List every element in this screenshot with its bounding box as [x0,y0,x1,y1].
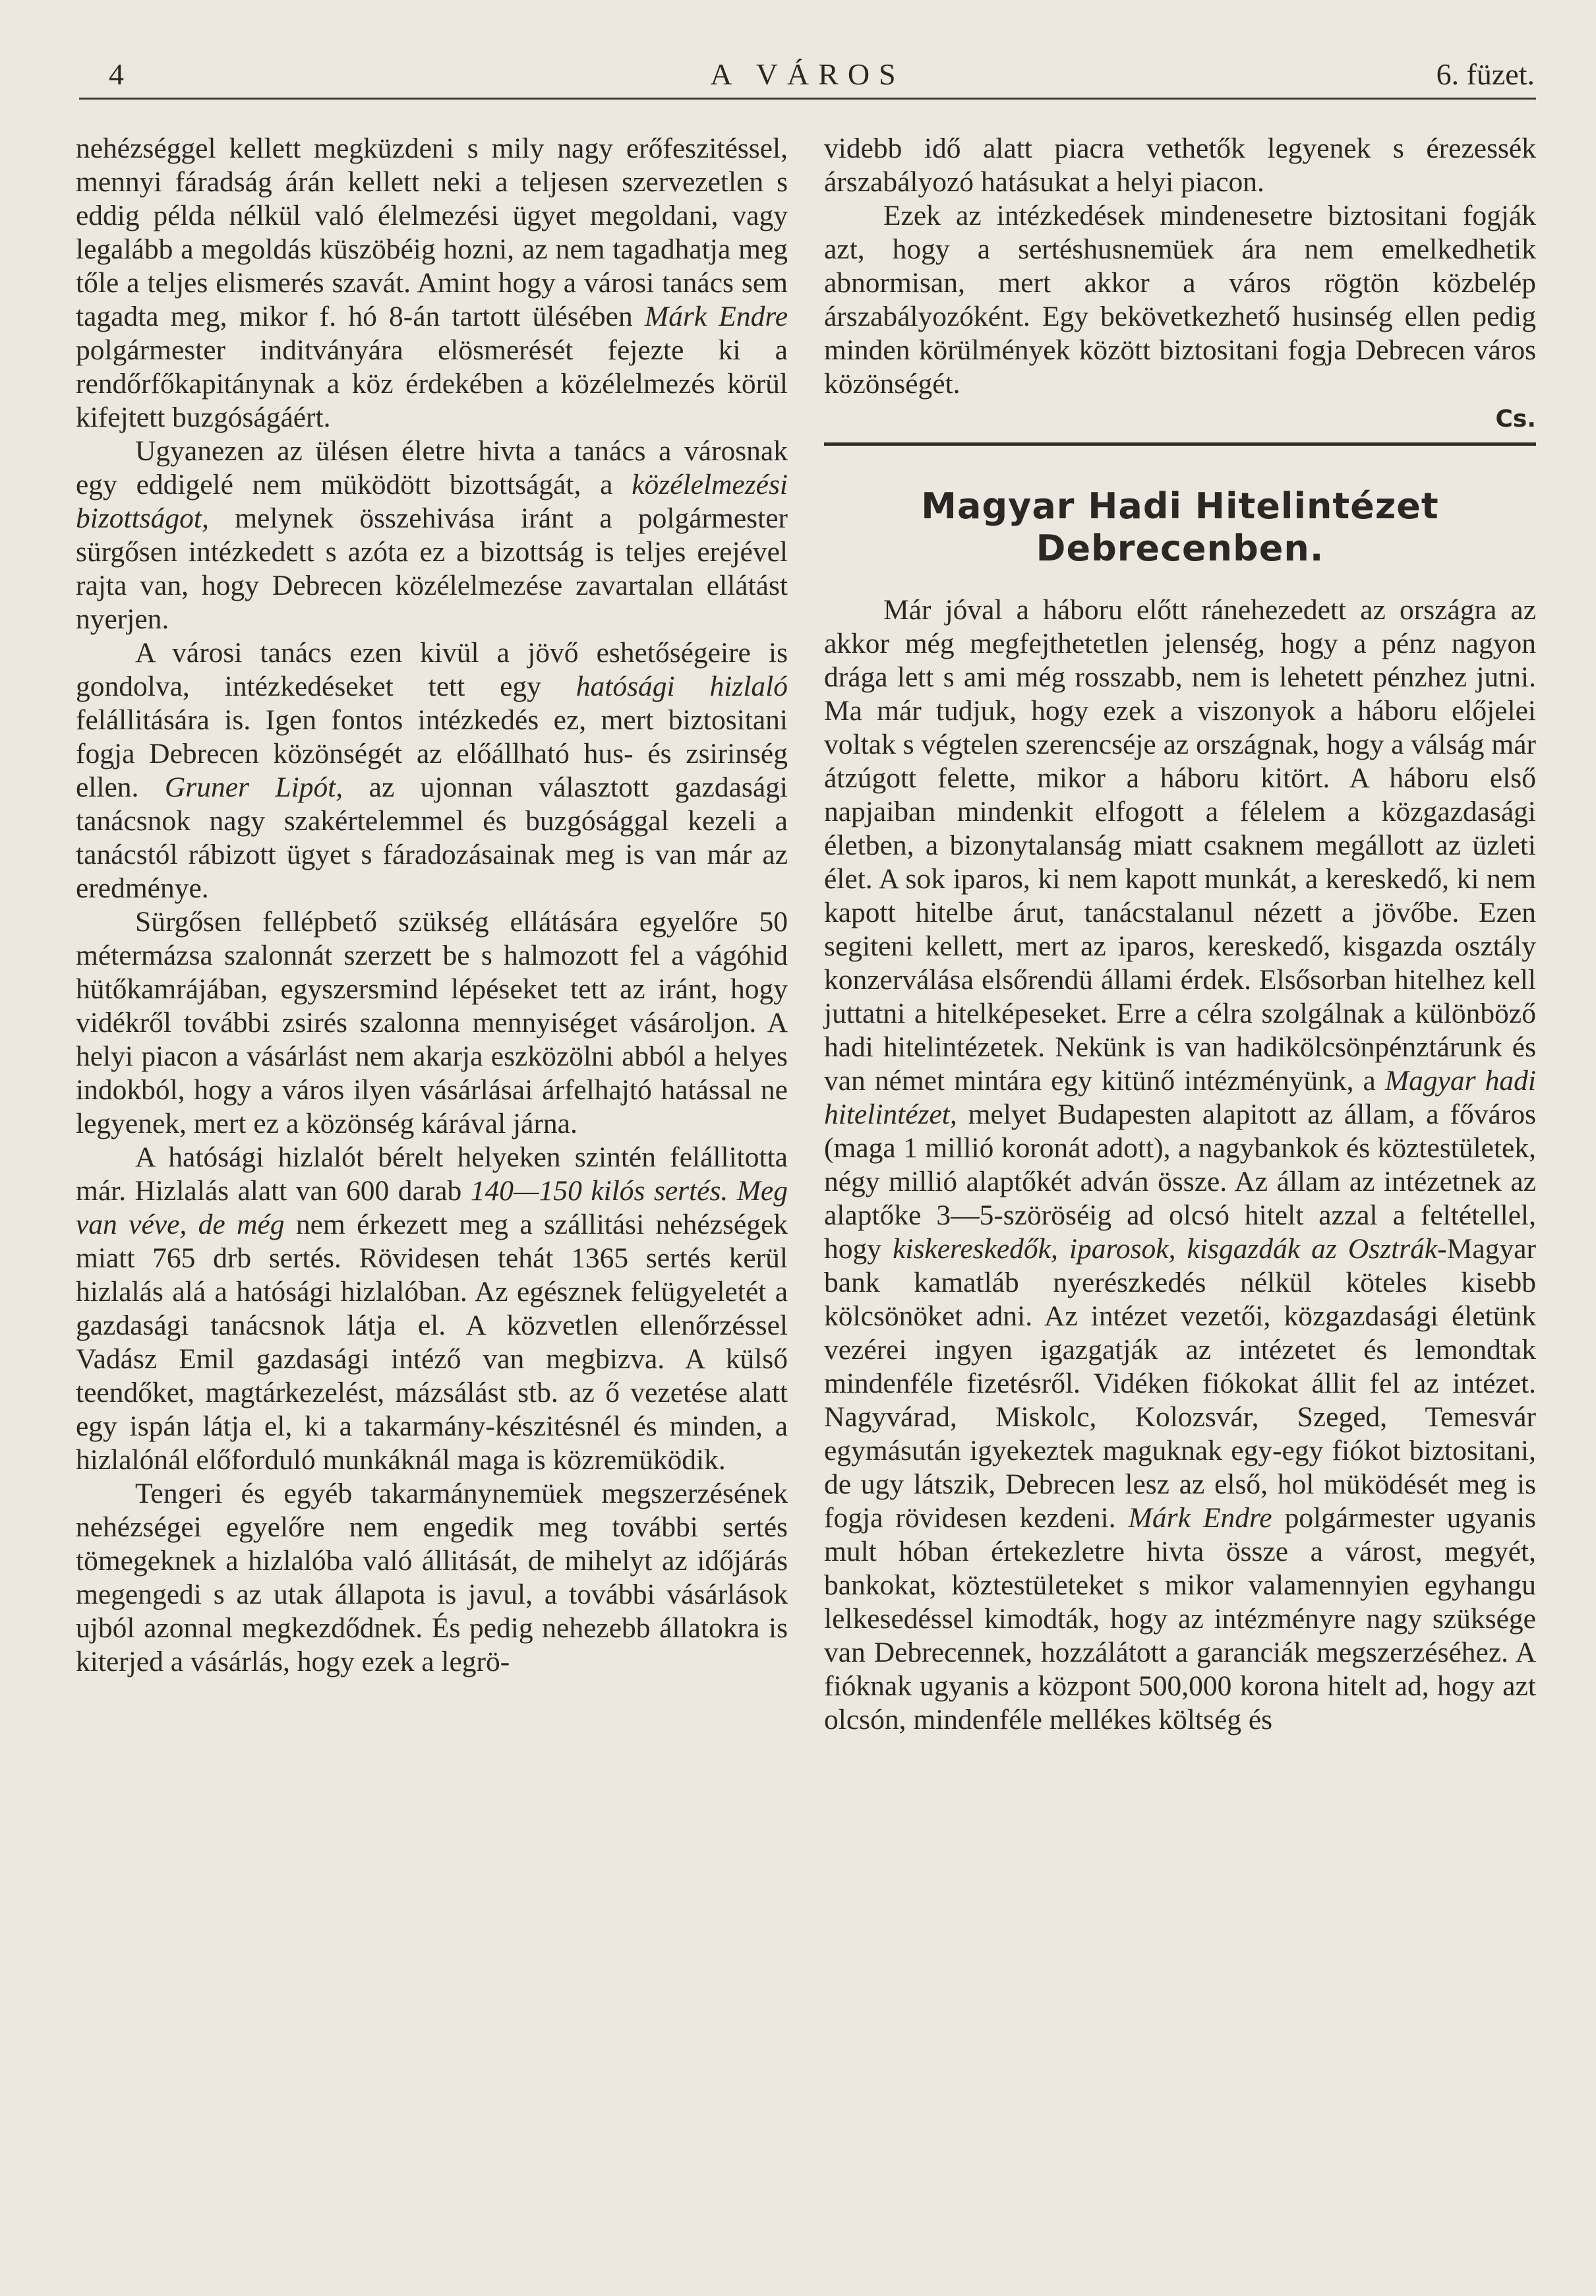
article-heading-line-2: Debrecenben. [1036,528,1324,569]
italic-run: kiskereskedők, iparosok, kisgazdák az Osztrák- [893,1233,1447,1265]
text-run: Ezek az intézkedések mindenesetre biztositani fogják azt, hogy a sertéshusnemüek ára nem emelkedhetik abnormisan, mert akkor a város rögtön közbelép árszabályozóként. Egy bekövetkezhető husinség ellen pedig minden körülmények között biztositani fogja Debrecen város közönségét. [824,200,1536,400]
right-column [824,132,1536,1737]
paragraph [76,905,788,1141]
article-heading-line-1: Magyar Hadi Hitelintézet [921,485,1439,527]
running-header [79,51,1536,100]
journal-title: A VÁROS [710,57,905,91]
text-run: nem érkezett meg a szállitási nehézségek miatt 765 drb sertés. Rövidesen tehát 1365 sertés kerül hizlalás alá a hatósági hizlalóban. Az egésznek felügyeletét a gazdasági tanácsnok látja el. A közvetlen ellenőrzéssel Vadász Emil gazdasági intéző van megbizva. A külső teendőket, magtárkezelést, mázsálást stb. az ő vezetése alatt egy ispán látja el, ki a takarmány-készitésnél és minden, a hizlalónál előforduló munkáknál maga is közremüködik. [76,1209,788,1476]
right-column-top [824,132,1536,401]
issue-number: 6. füzet. [1436,57,1535,91]
text-run: az ujonnan választott gazdasági tanácsnok nagy szakértelemmel és buzgósággal kezeli a tanácstól rábizott ügyet s fáradozásainak meg is van már az eredménye. [76,771,788,904]
right-column-bottom [824,593,1536,1737]
text-run: Már jóval a háboru előtt ránehezedett az országra az akkor még megfejthetetlen jelenség, hogy a pénz nagyon drága lett s ami még rosszabb, nem is lehetett pénzhez jutni. Ma már tudjuk, hogy ezek a viszonyok a háboru előjelei voltak s végtelen szerencséje az országnak, hogy a válság már átzúgott felette, mikor a háboru kitört. A háboru első napjaiban mindenkit elfogott a félelem a közgazdasági életben, a bizonytalanság miatt csaknem megállott az üzleti élet. A sok iparos, ki nem kapott munkát, a kereskedő, ki nem kapott hitelbe árut, tanácstalanul nézett a jövőbe. Ezen segiteni kellett, mert az iparos, kereskedő, kisgazda osztály konzerválása elsőrendü állami érdek. Elsősorban hitelhez kell juttatni a hitelképeseket. Erre a célra szolgálnak a különböző hadi hitelintézetek. Nekünk is van hadikölcsönpénztárunk és van német mintára egy kitünő intézményünk, a [824,594,1536,1097]
paragraph [824,132,1536,199]
italic-run: Márk Endre [1128,1502,1272,1534]
text-run: polgármester ugyanis mult hóban értekezletre hivta össze a várost, megyét, bankokat, köztestületeket s mikor valamennyien egyhangu lelkesedéssel kimodták, hogy az intézményre nagy szüksége van Debrecennek, hozzálátott a garanciák megszerzéséhez. A fióknak ugyanis a központ 500,000 korona hitelt ad, hogy azt olcsón, mindenféle mellékes költség és [824,1502,1536,1736]
text-run: Magyar bank kamatláb nyerészkedés nélkül köteles kisebb kölcsönöket adni. Az intézet vezetői, közgazdasági életünk vezérei ingyen igazgatják az intézetet és lemondtak mindenféle fizetésről. Vidéken fiókokat állit fel az intézet. Nagyvárad, Miskolc, Kolozsvár, Szeged, Temesvár egymásután igyekeztek maguknak egy-egy fiókot biztositani, de ugy látszik, Debrecen lesz az első, hol müködését meg is fogja rövidesen kezdeni. [824,1233,1537,1534]
text-run: polgármester inditványára elösmerését fejezte ki a rendőrfőkapitánynak a köz érdekében a közélelmezés körül kifejtett buzgóságáért. [76,334,788,433]
text-run: melyet Budapesten alapitott az állam, a főváros (maga 1 millió koronát adott), a nagybankok és köztestületek, négy millió alaptőkét adván össze. Az állam az intézetnek az alaptőke 3—5-szöröséig ad olcsó hitelt azzal a feltétellel, hogy [824,1099,1536,1265]
text-run: videbb idő alatt piacra vethetők legyenek s érezessék árszabályozó hatásukat a helyi piacon. [824,133,1536,198]
paragraph [76,1477,788,1679]
text-run: Tengeri és egyéb takarmánynemüek megszerzésének nehézségei egyelőre nem engedik meg további sertés tömegeknek a hizlalóba való állitását, de mihelyt az időjárás megengedi s az utak állapota is javul, a további vásárlások ujból azonnal megkezdődnek. És pedig nehezebb állatokra is kiterjed a vásárlás, hogy ezek a legrö- [76,1478,788,1677]
italic-run: Magyar hadi hitelintézet, [824,1065,1536,1130]
paragraph [76,132,788,435]
paragraph [824,199,1536,401]
author-signature: Cs. [1495,406,1536,433]
left-column [76,132,788,1679]
text-run: A városi tanács ezen kivül a jövő eshetőségeire is gondolva, intézkedéseket tett egy [76,637,788,702]
text-run: A hatósági hizlalót bérelt helyeken szintén felállitotta már. Hizlalás alatt van 600 darab [76,1141,788,1207]
italic-run: 140—150 kilós sertés. Meg van véve, de még [76,1175,788,1240]
section-divider [824,442,1536,446]
text-run: melynek összehivása iránt a polgármester sürgősen intézkedett s azóta ez a bizottság is teljes erejével rajta van, hogy Debrecen közélelmezése zavartalan ellátást nyerjen. [76,502,788,635]
italic-run: hatósági hizlaló [576,671,788,702]
page-number: 4 [109,57,124,91]
paragraph [76,1141,788,1477]
italic-run: közélelmezési bizottságot, [76,469,788,534]
paragraph [824,593,1536,1737]
article-heading [824,485,1536,570]
text-run: nehézséggel kellett megküzdeni s mily nagy erőfeszitéssel, mennyi fáradság árán kellett neki a teljesen szervezetlen s eddig példa nélkül való élelmezési ügyet megoldani, vagy legalább a megoldás küszöbéig hozni, az nem tagadhatja meg tőle a teljes elismerés szavát. Amint hogy a városi tanács sem tagadta meg, mikor f. hó 8-án tartott ülésében [76,133,788,332]
italic-run: Márk Endre [644,301,788,332]
text-run: felállitására is. Igen fontos intézkedés ez, mert biztositani fogja Debrecen közönségét az előállható hus- és zsirinség ellen. [76,704,788,803]
italic-run: Gruner Lipót, [164,771,343,803]
text-run: Ugyanezen az ülésen életre hivta a tanács a városnak egy eddigelé nem müködött bizottságát, a [76,435,788,500]
paragraph [76,435,788,636]
text-run: Sürgősen fellépbető szükség ellátására egyelőre 50 métermázsa szalonnát szerzett be s halmozott fel a vágóhid hütőkamrájában, egyszersmind lépéseket tett az iránt, hogy vidékről további zsirés szalonna mennyiséget vásároljon. A helyi piacon a vásárlást nem akarja eszközölni abból a helyes indokból, hogy a város ilyen vásárlásai árfelhajtó hatással ne legyenek, mert ez a közönség kárával járna. [76,906,788,1139]
paragraph [76,636,788,905]
